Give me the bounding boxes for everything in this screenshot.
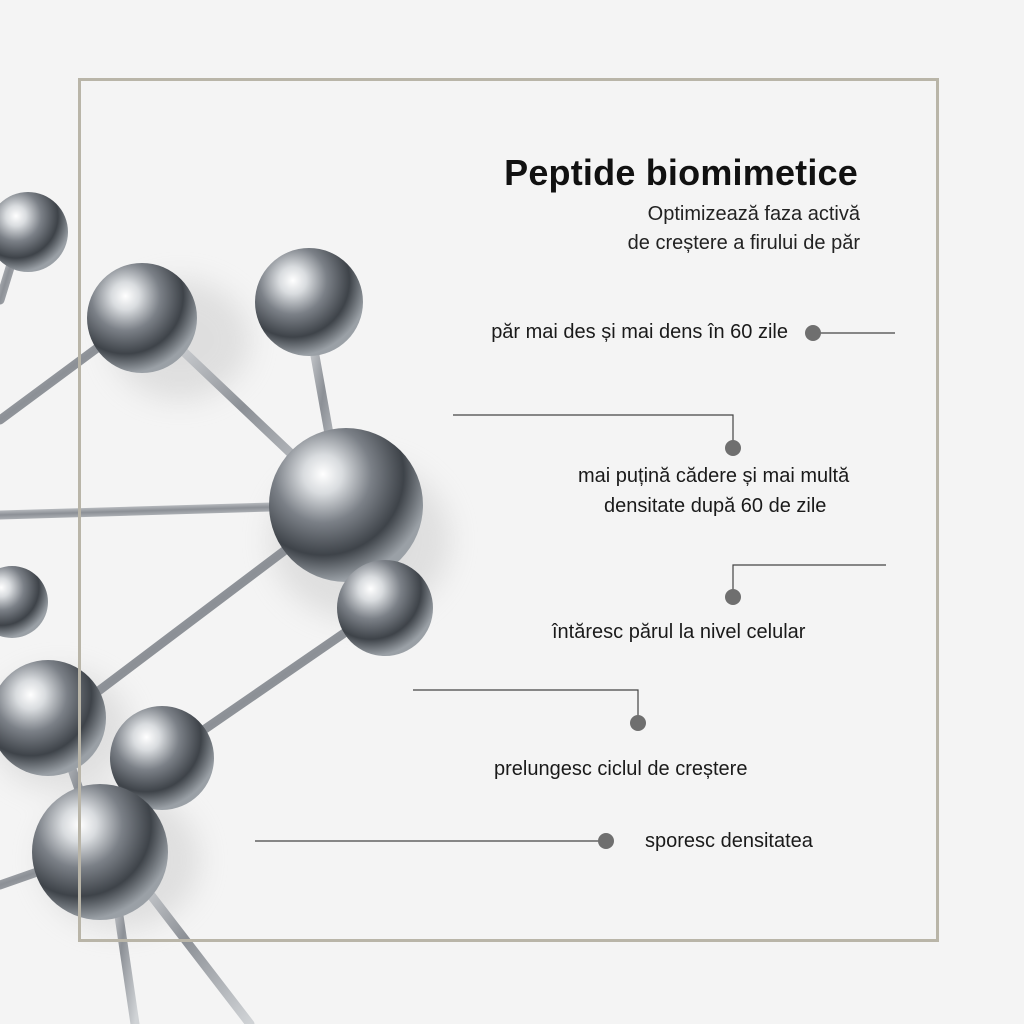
- benefit-item-1: păr mai des și mai dens în 60 zile: [491, 321, 788, 343]
- subtitle-line-2: de creștere a firului de păr: [627, 232, 860, 254]
- benefit-item-4: prelungesc ciclul de creștere: [494, 758, 748, 780]
- page-title: Peptide biomimetice: [504, 152, 858, 193]
- page-subtitle: [628, 200, 860, 258]
- benefit-item-2: [578, 461, 849, 521]
- benefit-item-2-line-1: mai puțină cădere și mai multă: [578, 465, 850, 487]
- benefit-item-3: întăresc părul la nivel celular: [552, 621, 806, 643]
- benefit-item-5: sporesc densitatea: [645, 830, 813, 852]
- benefit-item-2-line-2: densitate după 60 de zile: [604, 495, 827, 517]
- subtitle-line-1: Optimizează faza activă: [647, 203, 860, 225]
